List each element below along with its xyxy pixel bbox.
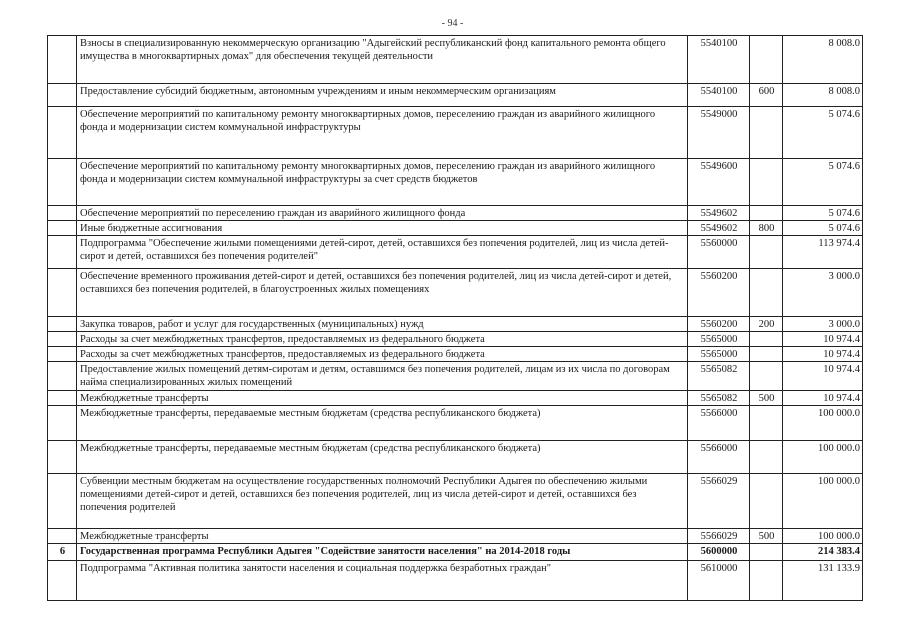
target-code-cell: 5600000: [688, 544, 750, 561]
item-name-cell: Расходы за счет межбюджетных трансфертов, предоставляемых из федерального бюджета: [77, 332, 688, 347]
expense-type-cell: [750, 544, 783, 561]
row-number-cell: [48, 206, 77, 221]
target-code-cell: 5549602: [688, 221, 750, 236]
item-name-cell: Подпрограмма "Обеспечение жилыми помещениями детей-сирот, детей, оставшихся без попечения родителей, лиц из числа детей-сирот и детей, оставшихся без попечения родителей": [77, 236, 688, 269]
target-code-cell: 5549000: [688, 107, 750, 159]
item-name-cell: Государственная программа Республики Адыгея "Содействие занятости населения" на 2014-2018 годы: [77, 544, 688, 561]
row-number-cell: [48, 391, 77, 406]
amount-cell: 10 974.4: [783, 391, 863, 406]
table-row: [48, 441, 863, 474]
item-name-cell: Предоставление субсидий бюджетным, автономным учреждениям и иным некоммерческим организациям: [77, 84, 688, 107]
amount-cell: 113 974.4: [783, 236, 863, 269]
target-code-cell: 5540100: [688, 36, 750, 84]
table-row: [48, 544, 863, 561]
expense-type-cell: 500: [750, 391, 783, 406]
target-code-cell: 5560000: [688, 236, 750, 269]
target-code-cell: 5566000: [688, 406, 750, 441]
expense-type-cell: 600: [750, 84, 783, 107]
expense-type-cell: [750, 406, 783, 441]
item-name-cell: Обеспечение мероприятий по переселению граждан из аварийного жилищного фонда: [77, 206, 688, 221]
row-number-cell: [48, 362, 77, 391]
expense-type-cell: [750, 474, 783, 529]
item-name-cell: Предоставление жилых помещений детям-сиротам и детям, оставшимся без попечения родителей, лицам из их числа по договорам найма специализированных жилых помещений: [77, 362, 688, 391]
row-number-cell: 6: [48, 544, 77, 561]
row-number-cell: [48, 36, 77, 84]
target-code-cell: 5549600: [688, 159, 750, 206]
row-number-cell: [48, 107, 77, 159]
expense-type-cell: [750, 561, 783, 601]
target-code-cell: 5565000: [688, 347, 750, 362]
table-row: [48, 561, 863, 601]
table-row: [48, 391, 863, 406]
target-code-cell: 5565082: [688, 391, 750, 406]
item-name-cell: Обеспечение мероприятий по капитальному ремонту многоквартирных домов, переселению граждан из аварийного жилищного фонда и модернизации систем коммунальной инфраструктуры за счет средств бюджетов: [77, 159, 688, 206]
row-number-cell: [48, 159, 77, 206]
table-row: [48, 317, 863, 332]
row-number-cell: [48, 561, 77, 601]
amount-cell: 10 974.4: [783, 362, 863, 391]
target-code-cell: 5566000: [688, 441, 750, 474]
expense-type-cell: [750, 332, 783, 347]
target-code-cell: 5560200: [688, 317, 750, 332]
table-row: [48, 36, 863, 84]
row-number-cell: [48, 474, 77, 529]
table-row: [48, 159, 863, 206]
table-row: [48, 221, 863, 236]
item-name-cell: Взносы в специализированную некоммерческую организацию "Адыгейский республиканский фонд капитального ремонта общего имущества в многоквартирных домах" для обеспечения текущей деятельности: [77, 36, 688, 84]
row-number-cell: [48, 317, 77, 332]
expense-type-cell: [750, 236, 783, 269]
item-name-cell: Межбюджетные трансферты: [77, 529, 688, 544]
item-name-cell: Расходы за счет межбюджетных трансфертов, предоставляемых из федерального бюджета: [77, 347, 688, 362]
amount-cell: 5 074.6: [783, 221, 863, 236]
budget-table-body: [48, 36, 863, 601]
table-row: [48, 269, 863, 317]
table-row: [48, 236, 863, 269]
table-row: [48, 406, 863, 441]
amount-cell: 8 008.0: [783, 36, 863, 84]
item-name-cell: Субвенции местным бюджетам на осуществление государственных полномочий Республики Адыгея по обеспечению жилыми помещениями детей-сирот и детей, оставшихся без попечения родителей, лиц из числа детей-сирот и детей, оставшихся без попечения родителей: [77, 474, 688, 529]
amount-cell: 10 974.4: [783, 332, 863, 347]
item-name-cell: Обеспечение временного проживания детей-сирот и детей, оставшихся без попечения родителей, лиц из числа детей-сирот и детей, оставшихся без попечения родителей, в благоустроенных жилых помещениях: [77, 269, 688, 317]
expense-type-cell: [750, 441, 783, 474]
target-code-cell: 5565000: [688, 332, 750, 347]
target-code-cell: 5549602: [688, 206, 750, 221]
amount-cell: 100 000.0: [783, 474, 863, 529]
item-name-cell: Межбюджетные трансферты, передаваемые местным бюджетам (средства республиканского бюджета): [77, 406, 688, 441]
table-row: [48, 332, 863, 347]
table-row: [48, 84, 863, 107]
target-code-cell: 5540100: [688, 84, 750, 107]
amount-cell: 131 133.9: [783, 561, 863, 601]
target-code-cell: 5610000: [688, 561, 750, 601]
row-number-cell: [48, 269, 77, 317]
amount-cell: 5 074.6: [783, 206, 863, 221]
row-number-cell: [48, 441, 77, 474]
amount-cell: 5 074.6: [783, 107, 863, 159]
row-number-cell: [48, 236, 77, 269]
table-row: [48, 206, 863, 221]
row-number-cell: [48, 221, 77, 236]
amount-cell: 100 000.0: [783, 529, 863, 544]
amount-cell: 3 000.0: [783, 269, 863, 317]
item-name-cell: Межбюджетные трансферты, передаваемые местным бюджетам (средства республиканского бюджета): [77, 441, 688, 474]
table-row: [48, 362, 863, 391]
expense-type-cell: 500: [750, 529, 783, 544]
target-code-cell: 5566029: [688, 474, 750, 529]
row-number-cell: [48, 84, 77, 107]
table-row: [48, 347, 863, 362]
target-code-cell: 5565082: [688, 362, 750, 391]
expense-type-cell: 800: [750, 221, 783, 236]
expense-type-cell: 200: [750, 317, 783, 332]
amount-cell: 5 074.6: [783, 159, 863, 206]
expense-type-cell: [750, 206, 783, 221]
expense-type-cell: [750, 159, 783, 206]
amount-cell: 100 000.0: [783, 406, 863, 441]
target-code-cell: 5560200: [688, 269, 750, 317]
table-row: [48, 107, 863, 159]
item-name-cell: Закупка товаров, работ и услуг для государственных (муниципальных) нужд: [77, 317, 688, 332]
row-number-cell: [48, 406, 77, 441]
row-number-cell: [48, 332, 77, 347]
expense-type-cell: [750, 362, 783, 391]
expense-type-cell: [750, 269, 783, 317]
table-row: [48, 474, 863, 529]
amount-cell: 8 008.0: [783, 84, 863, 107]
item-name-cell: Подпрограмма "Активная политика занятости населения и социальная поддержка безработных граждан": [77, 561, 688, 601]
item-name-cell: Обеспечение мероприятий по капитальному ремонту многоквартирных домов, переселению граждан из аварийного жилищного фонда и модернизации систем коммунальной инфраструктуры: [77, 107, 688, 159]
item-name-cell: Иные бюджетные ассигнования: [77, 221, 688, 236]
expense-type-cell: [750, 36, 783, 84]
amount-cell: 214 383.4: [783, 544, 863, 561]
item-name-cell: Межбюджетные трансферты: [77, 391, 688, 406]
expense-type-cell: [750, 107, 783, 159]
amount-cell: 100 000.0: [783, 441, 863, 474]
row-number-cell: [48, 347, 77, 362]
budget-table: [47, 35, 863, 601]
amount-cell: 3 000.0: [783, 317, 863, 332]
table-row: [48, 529, 863, 544]
expense-type-cell: [750, 347, 783, 362]
target-code-cell: 5566029: [688, 529, 750, 544]
row-number-cell: [48, 529, 77, 544]
amount-cell: 10 974.4: [783, 347, 863, 362]
page-number: - 94 -: [441, 18, 464, 29]
